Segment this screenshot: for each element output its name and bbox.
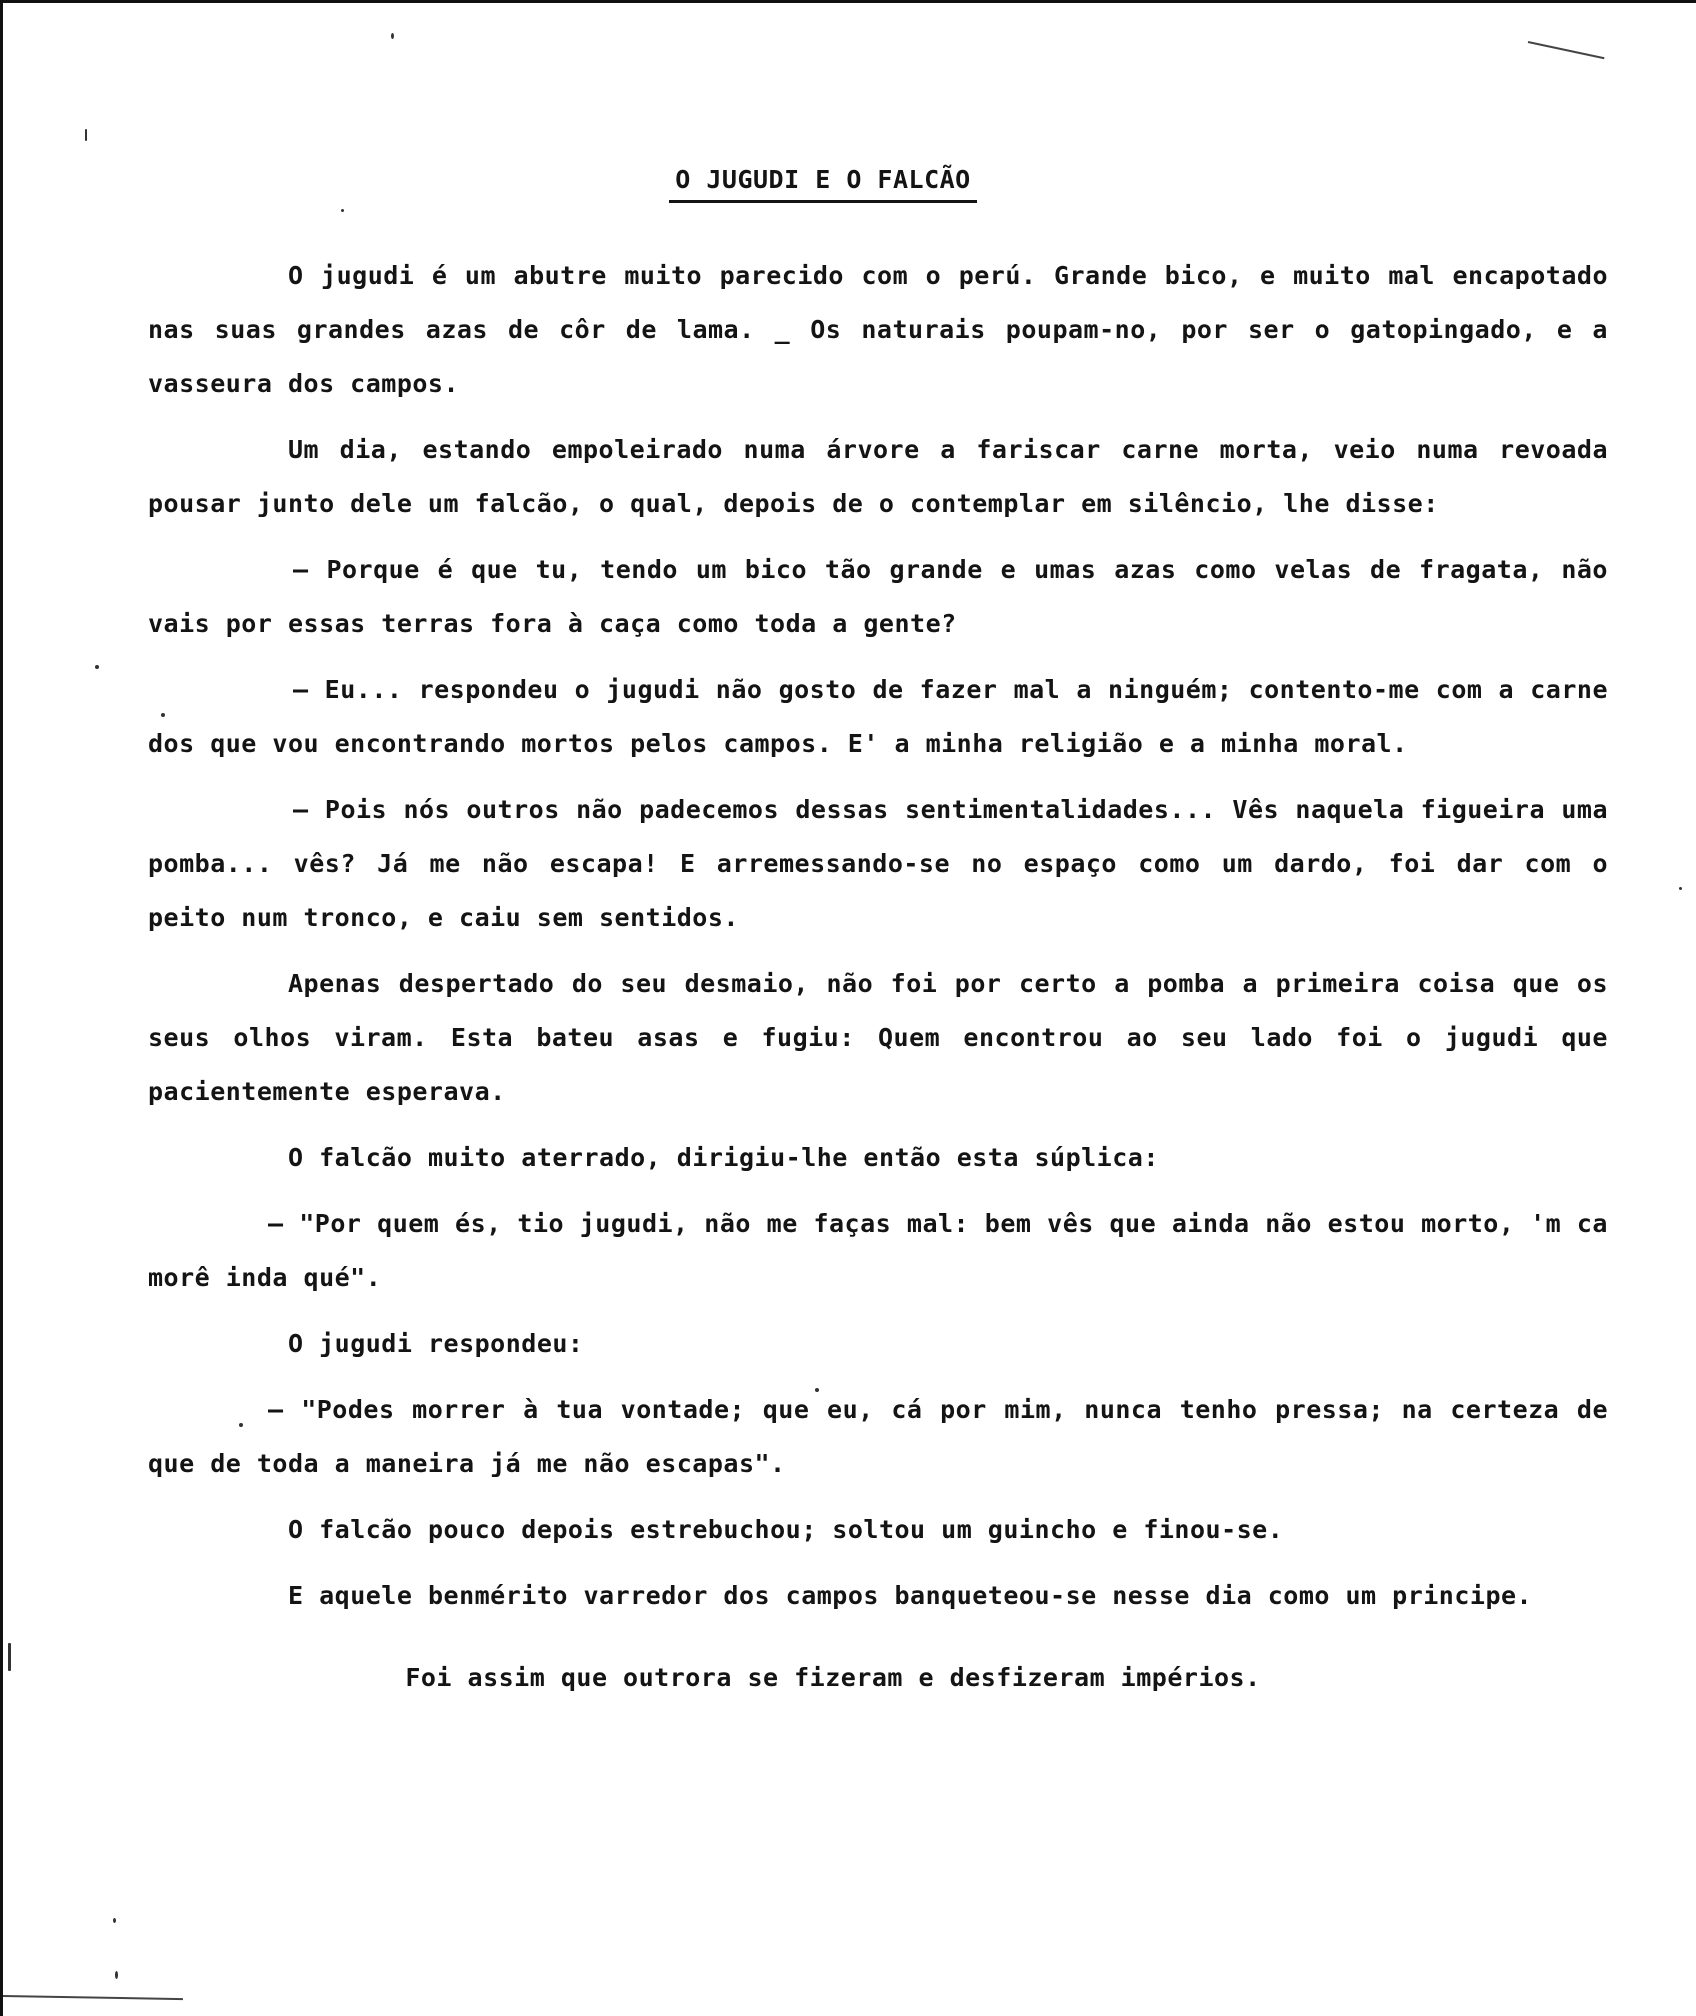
document-body xyxy=(148,153,1608,1730)
scan-speck xyxy=(8,1643,11,1671)
paragraph: O jugudi é um abutre muito parecido com o perú. Grande bico, e muito mal encapotado nas suas grandes azas de côr de lama. _ Os naturais poupam-no, por ser o gatopingado, e a vasseura dos campos. xyxy=(148,261,1608,398)
scan-speck xyxy=(113,1918,116,1923)
dialogue-paragraph: – Porque é que tu, tendo um bico tão grande e umas azas como velas de fragata, não vais por essas terras fora à caça como toda a gente? xyxy=(148,555,1608,638)
dialogue-paragraph: – Eu... respondeu o jugudi não gosto de fazer mal a ninguém; contento-me com a carne dos que vou encontrando mortos pelos campos. E' a minha religião e a minha moral. xyxy=(148,675,1608,758)
closing-line: Foi assim que outrora se fizeram e desfizeram impérios. xyxy=(405,1663,1261,1692)
dialogue-paragraph: – "Por quem és, tio jugudi, não me faças mal: bem vês que ainda não estou morto, 'm ca morê inda qué". xyxy=(148,1209,1608,1292)
paragraph: O falcão muito aterrado, dirigiu-lhe então esta súplica: xyxy=(288,1143,1159,1172)
scan-speck xyxy=(115,1971,118,1979)
scan-scratch xyxy=(3,1995,183,2000)
scan-scratch xyxy=(1528,41,1605,59)
scan-speck xyxy=(85,129,87,141)
document-title xyxy=(148,153,1608,207)
scan-speck xyxy=(391,33,394,39)
scan-speck xyxy=(95,665,99,669)
paragraph: Apenas despertado do seu desmaio, não foi por certo a pomba a primeira coisa que os seus olhos viram. Esta bateu asas e fugiu: Quem encontrou ao seu lado foi o jugudi que pacientemente esperava. xyxy=(148,969,1608,1106)
paragraph: O jugudi respondeu: xyxy=(288,1329,584,1358)
paragraph: E aquele benmérito varredor dos campos banqueteou-se nesse dia como um principe. xyxy=(288,1581,1533,1610)
scan-speck xyxy=(1679,887,1682,890)
paragraph: O falcão pouco depois estrebuchou; soltou um guincho e finou-se. xyxy=(288,1515,1284,1544)
document-title-text: O JUGUDI E O FALCÃO xyxy=(669,160,976,203)
dialogue-paragraph: – Pois nós outros não padecemos dessas sentimentalidades... Vês naquela figueira uma pomba... vês? Já me não escapa! E arremessando-se no espaço como um dardo, foi dar com o peito num tronco, e caiu sem sentidos. xyxy=(148,795,1608,932)
paragraph: Um dia, estando empoleirado numa árvore a fariscar carne morta, veio numa revoada pousar junto dele um falcão, o qual, depois de o contemplar em silêncio, lhe disse: xyxy=(148,435,1608,518)
dialogue-paragraph: – "Podes morrer à tua vontade; que eu, cá por mim, nunca tenho pressa; na certeza de que de toda a maneira já me não escapas". xyxy=(148,1395,1608,1478)
